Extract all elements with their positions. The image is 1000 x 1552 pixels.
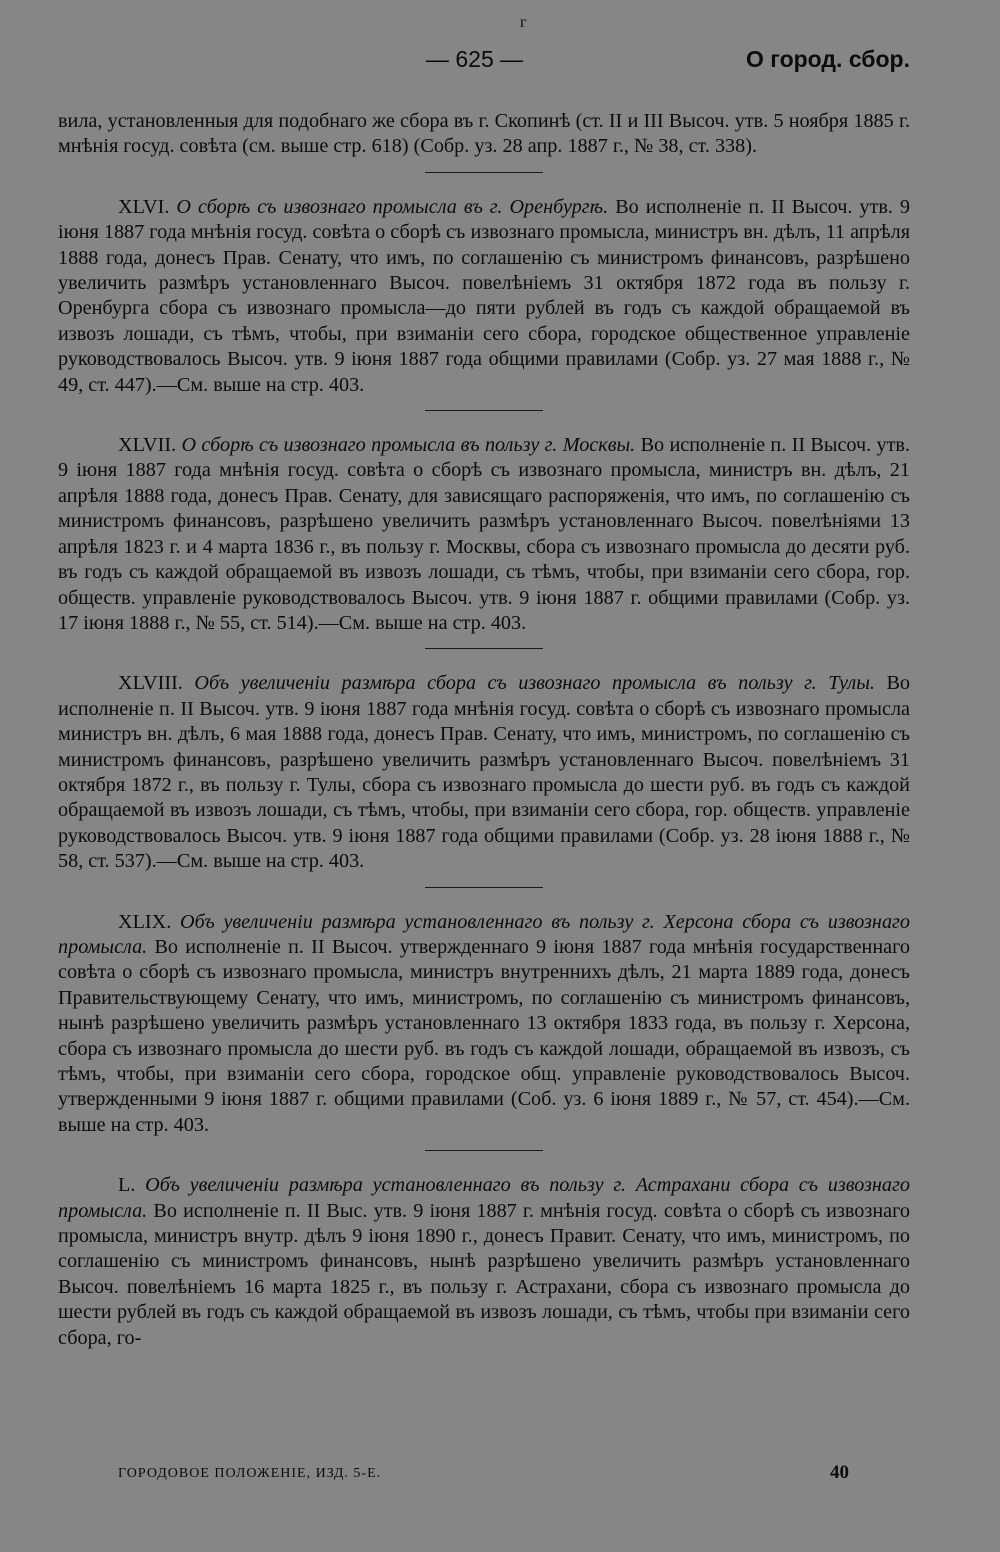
- section-text: Во исполненіе п. II Выс. утв. 9 іюня 1887 г. мнѣнія госуд. совѣта о сборѣ съ извознаго промысла, министръ внутр. дѣлъ 9 іюня 1890 г., донесъ Правит. Сенату, что имъ, министромъ, по соглашенію съ министромъ финансовъ, нынѣ разрѣшено увеличить размѣръ установленнаго Высоч. повелѣніемъ 16 марта 1825 г., въ пользу г. Астрахани, сбора съ извознаго промысла до шести рублей въ годъ съ каждой обращаемой въ извозъ лошади, съ тѣмъ, чтобы при взиманіи сего сбора, го-: [58, 1199, 910, 1349]
- section-number: XLIX.: [118, 910, 172, 933]
- running-title: О город. сбор.: [746, 46, 910, 72]
- section-l: [58, 1173, 910, 1351]
- page-header: [58, 46, 910, 80]
- signature-mark: 40: [830, 1462, 849, 1483]
- section-number: XLVIII.: [118, 672, 183, 695]
- section-number: XLVII.: [118, 434, 177, 457]
- page-footer: [58, 1462, 910, 1486]
- page-number: — 625 —: [426, 46, 524, 72]
- section-divider: [425, 648, 543, 649]
- section-text: Во исполненіе п. II Высоч. утв. 9 іюня 1887 года мнѣнія госуд. совѣта о сборѣ съ извознаго промысла министръ вн. дѣлъ, 6 мая 1888 года, донесъ Прав. Сенату, что имъ, министромъ, по соглашенію съ министромъ финансовъ, разрѣшено увеличить размѣръ установленнаго Высоч. повелѣніемъ 31 октября 1872 г., въ пользу г. Тулы, сбора съ извознаго промысла до шести руб. въ годъ съ каждой обращаемой въ извозъ лошади, съ тѣмъ, чтобы, при взиманіи сего сбора, гор. обществ. управленіе руководствовалось Высоч. утв. 9 іюня 1887 года общими правилами (Собр. уз. 28 іюня 1888 г., № 58, ст. 537).—См. выше на стр. 403.: [58, 672, 911, 873]
- section-xlvii: [58, 433, 910, 636]
- section-title: О сборѣ съ извознаго промысла въ пользу г. Москвы.: [181, 434, 636, 457]
- section-divider: [425, 1150, 543, 1151]
- document-page: [58, 0, 910, 1552]
- section-divider: [425, 172, 543, 173]
- section-xlvi: [58, 195, 910, 398]
- section-number: XLVI.: [118, 195, 170, 218]
- footer-book-title: ГОРОДОВОЕ ПОЛОЖЕНІЕ, ИЗД. 5-Е.: [118, 1466, 382, 1481]
- section-xlviii: [58, 671, 910, 874]
- intro-paragraph: вила, установленныя для подобнаго же сбора въ г. Скопинѣ (ст. II и III Высоч. утв. 5 ноября 1885 г. мнѣнія госуд. совѣта (см. выше стр. 618) (Собр. уз. 28 апр. 1887 г., № 38, ст. 338).: [58, 110, 910, 158]
- section-title: Объ увеличеніи размѣра установленнаго въ пользу г. Херсона сбора съ извознаго промысла.: [58, 910, 911, 958]
- section-divider: [425, 887, 543, 888]
- section-text: Во исполненіе п. II Высоч. утв. 9 іюня 1887 года мнѣнія госуд. совѣта о сборѣ съ извознаго промысла, министръ вн. дѣлъ, 11 апрѣля 1888 года, донесъ Прав. Сенату, что имъ, по соглашенію съ министромъ финансовъ, разрѣшено увеличить размѣръ установленнаго Высоч. повелѣніемъ 31 октября 1872 года въ пользу г. Оренбурга сбора съ извознаго промысла—до пяти рублей въ годъ съ каждой обращаемой въ извозъ лошади, съ тѣмъ, чтобы, при взиманіи сего сбора, городское общественное управленіе руководствовалось Высоч. утв. 9 іюня 1887 года общими правилами (Собр. уз. 27 мая 1888 г., № 49, ст. 447).—См. выше на стр. 403.: [58, 195, 911, 396]
- section-text: Во исполненіе п. II Высоч. утв. 9 іюня 1887 года мнѣнія госуд. совѣта о сборѣ съ извознаго промысла, министръ вн. дѣлъ, 21 апрѣля 1888 года, донесъ Прав. Сенату, для зависящаго распоряженія, что имъ, по соглашенію съ министромъ финансовъ, разрѣшено увеличить размѣръ установленнаго Высоч. повелѣніями 13 апрѣля 1823 г. и 4 марта 1836 г., въ пользу г. Москвы, сбора съ извознаго промысла до десяти руб. въ годъ съ каждой обращаемой въ извозъ лошади, съ тѣмъ, чтобы, при взиманіи сего сбора, гор. обществ. управленіе руководствовалось Высоч. утв. 9 іюня 1887 г. общими правилами (Собр. уз. 17 іюня 1888 г., № 55, ст. 514).—См. выше на стр. 403.: [58, 434, 911, 634]
- stray-mark: г: [520, 14, 527, 31]
- section-title: Объ увеличеніи размѣра установленнаго въ пользу г. Астрахани сбора съ извознаго промысла.: [58, 1174, 910, 1222]
- section-title: Объ увеличеніи размѣра сбора съ извознаго промысла въ пользу г. Тулы.: [194, 672, 875, 695]
- section-number: L.: [118, 1174, 136, 1197]
- section-title: О сборѣ съ извознаго промысла въ г. Оренбургѣ.: [176, 195, 609, 218]
- section-xlix: [58, 910, 910, 1139]
- section-divider: [425, 410, 543, 411]
- body-text: [58, 109, 910, 1351]
- section-text: Во исполненіе п. II Высоч. утвержденнаго 9 іюня 1887 года мнѣнія государственнаго совѣта о сборѣ съ извознаго промысла, министръ внутреннихъ дѣлъ, 21 марта 1889 года, донесъ Правительствующему Сенату, что имъ, министромъ, по соглашенію съ министромъ финансовъ, нынѣ разрѣшено увеличить размѣръ установленнаго 13 октября 1833 года, въ пользу г. Херсона, сбора съ извознаго промысла до шести руб. въ годъ съ каждой лошади, обращаемой въ извозъ, съ тѣмъ, чтобы, при взиманіи сего сбора, городское общ. управленіе руководствовалось Высоч. утвержденными 9 іюня 1887 г. общими правилами (Соб. уз. 6 іюня 1889 г., № 57, ст. 454).—См. выше на стр. 403.: [58, 935, 910, 1136]
